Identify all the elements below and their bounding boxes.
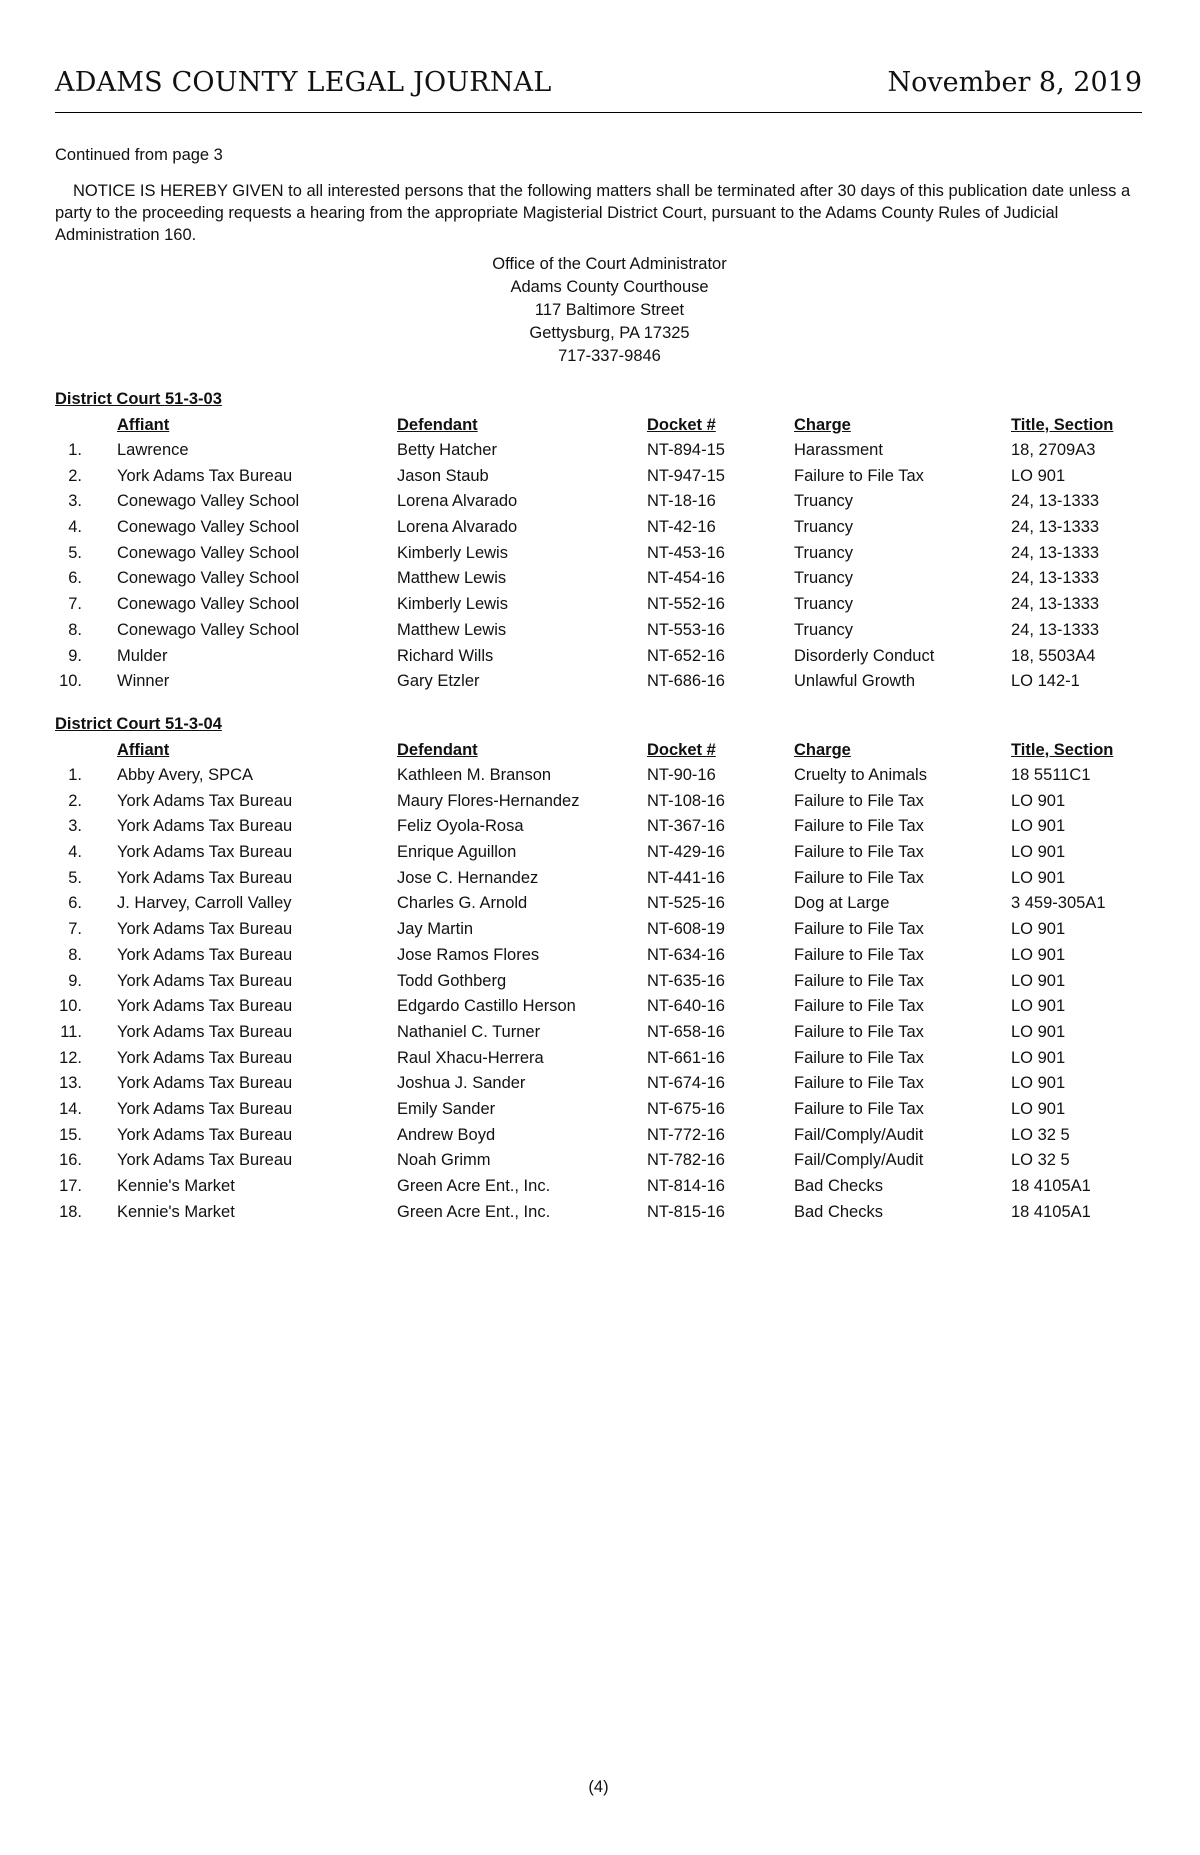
table-body bbox=[55, 438, 1142, 695]
affiant-cell: York Adams Tax Bureau bbox=[117, 817, 293, 836]
defendant-cell: Jose C. Hernandez bbox=[397, 868, 539, 887]
table-row bbox=[55, 917, 1142, 943]
affiant-cell: York Adams Tax Bureau bbox=[117, 1151, 293, 1170]
issue-date: November 8, 2019 bbox=[887, 67, 1142, 98]
title-section-cell: LO 901 bbox=[1011, 466, 1066, 485]
affiant-cell: York Adams Tax Bureau bbox=[117, 1048, 293, 1067]
affiant-cell: York Adams Tax Bureau bbox=[117, 791, 293, 810]
charge-cell: Failure to File Tax bbox=[794, 1048, 924, 1067]
charge-cell: Unlawful Growth bbox=[794, 672, 916, 691]
notice-paragraph: NOTICE IS HEREBY GIVEN to all interested persons that the following matters shall be terminated after 30 days of this publication date unless a party to the proceeding requests a hearing from the appropriate Magisterial District Court, pursuant to the Adams County Rules of Judicial Administration 160. bbox=[55, 182, 1131, 244]
header-charge: Charge bbox=[794, 741, 851, 759]
affiant-cell: Abby Avery, SPCA bbox=[117, 766, 254, 784]
continued-note: Continued from page 3 bbox=[55, 146, 223, 164]
title-section-cell: LO 901 bbox=[1011, 997, 1066, 1016]
docket-cell: NT-525-16 bbox=[647, 894, 725, 913]
docket-cell: NT-674-16 bbox=[647, 1074, 725, 1093]
charge-cell: Fail/Comply/Audit bbox=[794, 1151, 924, 1170]
affiant-cell: Lawrence bbox=[117, 441, 189, 459]
charge-cell: Harassment bbox=[794, 441, 883, 459]
row-number: 7. bbox=[68, 920, 82, 939]
charge-cell: Failure to File Tax bbox=[794, 466, 924, 485]
title-section-cell: 18, 2709A3 bbox=[1011, 441, 1096, 459]
defendant-cell: Gary Etzler bbox=[397, 672, 480, 691]
defendant-cell: Enrique Aguillon bbox=[397, 843, 517, 862]
table-row bbox=[55, 464, 1142, 490]
row-number: 8. bbox=[68, 945, 82, 964]
title-section-cell: 18, 5503A4 bbox=[1011, 646, 1096, 665]
title-section-cell: 18 4105A1 bbox=[1011, 1202, 1091, 1221]
journal-title: ADAMS COUNTY LEGAL JOURNAL bbox=[55, 67, 552, 98]
affiant-cell: Kennie's Market bbox=[117, 1177, 235, 1195]
header-affiant: Affiant bbox=[117, 416, 170, 434]
table-row bbox=[55, 541, 1142, 567]
affiant-cell: Conewago Valley School bbox=[117, 543, 300, 562]
affiant-cell: York Adams Tax Bureau bbox=[117, 1125, 293, 1144]
affiant-cell: York Adams Tax Bureau bbox=[117, 971, 293, 990]
defendant-cell: Kimberly Lewis bbox=[397, 543, 508, 562]
docket-cell: NT-454-16 bbox=[647, 569, 725, 588]
charge-cell: Truancy bbox=[794, 518, 853, 537]
charge-cell: Failure to File Tax bbox=[794, 843, 924, 862]
row-number: 2. bbox=[68, 466, 82, 485]
title-section-cell: LO 32 5 bbox=[1011, 1151, 1070, 1170]
title-section-cell: 24, 13-1333 bbox=[1011, 543, 1100, 562]
charge-cell: Failure to File Tax bbox=[794, 1074, 924, 1093]
table-row bbox=[55, 1148, 1142, 1174]
docket-cell: NT-635-16 bbox=[647, 971, 725, 990]
table-row bbox=[55, 891, 1142, 917]
charge-cell: Failure to File Tax bbox=[794, 945, 924, 964]
row-number: 15. bbox=[59, 1125, 82, 1144]
table-row bbox=[55, 644, 1142, 670]
charge-cell: Truancy bbox=[794, 620, 853, 639]
table-row bbox=[55, 566, 1142, 592]
court-administrator-address bbox=[55, 253, 1164, 368]
affiant-cell: Conewago Valley School bbox=[117, 518, 300, 537]
court-section-51-3-04 bbox=[55, 712, 1142, 1225]
title-section-cell: LO 142-1 bbox=[1011, 672, 1080, 691]
title-section-cell: 24, 13-1333 bbox=[1011, 492, 1100, 511]
defendant-cell: Charles G. Arnold bbox=[397, 894, 528, 913]
table-row bbox=[55, 515, 1142, 541]
table-body bbox=[55, 763, 1142, 1225]
row-number: 1. bbox=[68, 441, 82, 459]
docket-cell: NT-441-16 bbox=[647, 868, 725, 887]
affiant-cell: Winner bbox=[117, 672, 170, 691]
table-row bbox=[55, 1123, 1142, 1149]
defendant-cell: Joshua J. Sander bbox=[397, 1074, 526, 1093]
row-number: 5. bbox=[68, 868, 82, 887]
defendant-cell: Maury Flores-Hernandez bbox=[397, 791, 580, 810]
defendant-cell: Kathleen M. Branson bbox=[397, 766, 552, 784]
table-row bbox=[55, 1071, 1142, 1097]
table-row bbox=[55, 1020, 1142, 1046]
docket-cell: NT-429-16 bbox=[647, 843, 725, 862]
table-row bbox=[55, 789, 1142, 815]
title-section-cell: LO 901 bbox=[1011, 971, 1066, 990]
table-row bbox=[55, 489, 1142, 515]
table-row bbox=[55, 438, 1142, 464]
header-title-section: Title, Section bbox=[1011, 416, 1114, 434]
defendant-cell: Jay Martin bbox=[397, 920, 474, 939]
docket-cell: NT-661-16 bbox=[647, 1048, 725, 1067]
docket-cell: NT-552-16 bbox=[647, 595, 725, 614]
affiant-cell: Conewago Valley School bbox=[117, 569, 300, 588]
row-number: 4. bbox=[68, 518, 82, 537]
row-number: 18. bbox=[59, 1202, 82, 1221]
table-row bbox=[55, 943, 1142, 969]
charge-cell: Dog at Large bbox=[794, 894, 890, 913]
affiant-cell: York Adams Tax Bureau bbox=[117, 868, 293, 887]
affiant-cell: York Adams Tax Bureau bbox=[117, 843, 293, 862]
table-row bbox=[55, 669, 1142, 695]
header-affiant: Affiant bbox=[117, 741, 170, 759]
title-section-cell: LO 901 bbox=[1011, 868, 1066, 887]
title-section-cell: LO 901 bbox=[1011, 1048, 1066, 1067]
title-section-cell: 24, 13-1333 bbox=[1011, 569, 1100, 588]
affiant-cell: Mulder bbox=[117, 646, 168, 665]
docket-cell: NT-658-16 bbox=[647, 1022, 725, 1041]
docket-cell: NT-108-16 bbox=[647, 791, 725, 810]
table-row bbox=[55, 969, 1142, 995]
table-row bbox=[55, 840, 1142, 866]
title-section-cell: 18 4105A1 bbox=[1011, 1177, 1091, 1195]
docket-cell: NT-90-16 bbox=[647, 766, 716, 784]
address-line: Office of the Court Administrator bbox=[492, 255, 727, 273]
title-section-cell: 24, 13-1333 bbox=[1011, 620, 1100, 639]
journal-page bbox=[55, 0, 1142, 1855]
table-header bbox=[55, 412, 1142, 438]
defendant-cell: Kimberly Lewis bbox=[397, 595, 508, 614]
header-docket: Docket # bbox=[647, 741, 716, 759]
charge-cell: Truancy bbox=[794, 569, 853, 588]
row-number: 3. bbox=[68, 817, 82, 836]
title-section-cell: 24, 13-1333 bbox=[1011, 518, 1100, 537]
title-section-cell: LO 901 bbox=[1011, 817, 1066, 836]
address-line: Gettysburg, PA 17325 bbox=[529, 324, 690, 342]
affiant-cell: York Adams Tax Bureau bbox=[117, 945, 293, 964]
title-section-cell: LO 901 bbox=[1011, 843, 1066, 862]
table-row bbox=[55, 1174, 1142, 1200]
title-section-cell: 24, 13-1333 bbox=[1011, 595, 1100, 614]
defendant-cell: Raul Xhacu-Herrera bbox=[397, 1048, 544, 1067]
docket-cell: NT-686-16 bbox=[647, 672, 725, 691]
charge-cell: Failure to File Tax bbox=[794, 997, 924, 1016]
address-line: 717-337-9846 bbox=[558, 347, 661, 365]
header-charge: Charge bbox=[794, 416, 851, 434]
docket-cell: NT-894-15 bbox=[647, 441, 725, 459]
docket-cell: NT-634-16 bbox=[647, 945, 725, 964]
charge-cell: Failure to File Tax bbox=[794, 868, 924, 887]
charge-cell: Truancy bbox=[794, 492, 853, 511]
title-section-cell: LO 901 bbox=[1011, 1074, 1066, 1093]
docket-cell: NT-18-16 bbox=[647, 492, 716, 511]
row-number: 17. bbox=[59, 1177, 82, 1195]
row-number: 14. bbox=[59, 1099, 82, 1118]
defendant-cell: Edgardo Castillo Herson bbox=[397, 997, 576, 1016]
header-defendant: Defendant bbox=[397, 416, 478, 434]
charge-cell: Cruelty to Animals bbox=[794, 766, 927, 784]
docket-cell: NT-553-16 bbox=[647, 620, 725, 639]
defendant-cell: Todd Gothberg bbox=[397, 971, 507, 990]
row-number: 4. bbox=[68, 843, 82, 862]
docket-cell: NT-814-16 bbox=[647, 1177, 725, 1195]
docket-cell: NT-640-16 bbox=[647, 997, 725, 1016]
row-number: 2. bbox=[68, 791, 82, 810]
table-row bbox=[55, 1200, 1142, 1226]
header-defendant: Defendant bbox=[397, 741, 478, 759]
affiant-cell: York Adams Tax Bureau bbox=[117, 1099, 293, 1118]
row-number: 10. bbox=[59, 672, 82, 691]
defendant-cell: Matthew Lewis bbox=[397, 620, 507, 639]
defendant-cell: Betty Hatcher bbox=[397, 441, 497, 459]
charge-cell: Failure to File Tax bbox=[794, 1099, 924, 1118]
court-title: District Court 51-3-03 bbox=[55, 390, 222, 408]
table-row bbox=[55, 763, 1142, 789]
affiant-cell: York Adams Tax Bureau bbox=[117, 997, 293, 1016]
row-number: 9. bbox=[68, 971, 82, 990]
charge-cell: Failure to File Tax bbox=[794, 817, 924, 836]
title-section-cell: LO 32 5 bbox=[1011, 1125, 1070, 1144]
docket-cell: NT-453-16 bbox=[647, 543, 725, 562]
affiant-cell: Conewago Valley School bbox=[117, 492, 300, 511]
table-header bbox=[55, 737, 1142, 763]
table-row bbox=[55, 814, 1142, 840]
defendant-cell: Lorena Alvarado bbox=[397, 518, 518, 537]
defendant-cell: Nathaniel C. Turner bbox=[397, 1022, 541, 1041]
title-section-cell: 18 5511C1 bbox=[1011, 766, 1091, 784]
docket-cell: NT-367-16 bbox=[647, 817, 725, 836]
charge-cell: Failure to File Tax bbox=[794, 791, 924, 810]
row-number: 10. bbox=[59, 997, 82, 1016]
row-number: 13. bbox=[59, 1074, 82, 1093]
table-row bbox=[55, 618, 1142, 644]
affiant-cell: York Adams Tax Bureau bbox=[117, 920, 293, 939]
table-row bbox=[55, 994, 1142, 1020]
docket-cell: NT-782-16 bbox=[647, 1151, 725, 1170]
header-title-section: Title, Section bbox=[1011, 741, 1114, 759]
row-number: 9. bbox=[68, 646, 82, 665]
affiant-cell: York Adams Tax Bureau bbox=[117, 1074, 293, 1093]
address-line: Adams County Courthouse bbox=[510, 278, 709, 296]
defendant-cell: Matthew Lewis bbox=[397, 569, 507, 588]
docket-cell: NT-675-16 bbox=[647, 1099, 725, 1118]
header-docket: Docket # bbox=[647, 416, 716, 434]
affiant-cell: Conewago Valley School bbox=[117, 620, 300, 639]
title-section-cell: LO 901 bbox=[1011, 791, 1066, 810]
defendant-cell: Jose Ramos Flores bbox=[397, 945, 540, 964]
court-section-51-3-03 bbox=[55, 387, 1142, 695]
table-row bbox=[55, 866, 1142, 892]
defendant-cell: Richard Wills bbox=[397, 646, 494, 665]
address-line: 117 Baltimore Street bbox=[534, 301, 685, 319]
affiant-cell: Kennie's Market bbox=[117, 1202, 235, 1221]
charge-cell: Failure to File Tax bbox=[794, 1022, 924, 1041]
affiant-cell: Conewago Valley School bbox=[117, 595, 300, 614]
title-section-cell: LO 901 bbox=[1011, 1099, 1066, 1118]
row-number: 7. bbox=[68, 595, 82, 614]
defendant-cell: Feliz Oyola-Rosa bbox=[397, 817, 524, 836]
docket-cell: NT-772-16 bbox=[647, 1125, 725, 1144]
table-row bbox=[55, 1046, 1142, 1072]
table-row bbox=[55, 1097, 1142, 1123]
affiant-cell: York Adams Tax Bureau bbox=[117, 1022, 293, 1041]
charge-cell: Bad Checks bbox=[794, 1177, 883, 1195]
defendant-cell: Green Acre Ent., Inc. bbox=[397, 1177, 551, 1195]
docket-cell: NT-815-16 bbox=[647, 1202, 725, 1221]
defendant-cell: Green Acre Ent., Inc. bbox=[397, 1202, 551, 1221]
charge-cell: Truancy bbox=[794, 543, 853, 562]
row-number: 12. bbox=[59, 1048, 82, 1067]
court-title: District Court 51-3-04 bbox=[55, 715, 222, 733]
row-number: 3. bbox=[68, 492, 82, 511]
defendant-cell: Noah Grimm bbox=[397, 1151, 491, 1170]
charge-cell: Bad Checks bbox=[794, 1202, 883, 1221]
defendant-cell: Jason Staub bbox=[397, 466, 489, 485]
docket-cell: NT-652-16 bbox=[647, 646, 725, 665]
row-number: 11. bbox=[60, 1022, 82, 1041]
title-section-cell: 3 459-305A1 bbox=[1011, 894, 1106, 913]
charge-cell: Failure to File Tax bbox=[794, 920, 924, 939]
row-number: 5. bbox=[68, 543, 82, 562]
masthead bbox=[55, 67, 1142, 113]
affiant-cell: J. Harvey, Carroll Valley bbox=[117, 894, 292, 913]
defendant-cell: Andrew Boyd bbox=[397, 1125, 496, 1144]
defendant-cell: Emily Sander bbox=[397, 1099, 496, 1118]
defendant-cell: Lorena Alvarado bbox=[397, 492, 518, 511]
charge-cell: Failure to File Tax bbox=[794, 971, 924, 990]
title-section-cell: LO 901 bbox=[1011, 1022, 1066, 1041]
row-number: 6. bbox=[68, 569, 82, 588]
row-number: 8. bbox=[68, 620, 82, 639]
docket-cell: NT-947-15 bbox=[647, 466, 725, 485]
charge-cell: Fail/Comply/Audit bbox=[794, 1125, 924, 1144]
title-section-cell: LO 901 bbox=[1011, 945, 1066, 964]
page-number: (4) bbox=[588, 1778, 609, 1796]
table-row bbox=[55, 592, 1142, 618]
row-number: 16. bbox=[59, 1151, 82, 1170]
charge-cell: Disorderly Conduct bbox=[794, 646, 935, 665]
charge-cell: Truancy bbox=[794, 595, 853, 614]
title-section-cell: LO 901 bbox=[1011, 920, 1066, 939]
affiant-cell: York Adams Tax Bureau bbox=[117, 466, 293, 485]
row-number: 6. bbox=[68, 894, 82, 913]
docket-cell: NT-608-19 bbox=[647, 920, 725, 939]
docket-cell: NT-42-16 bbox=[647, 518, 716, 537]
row-number: 1. bbox=[68, 766, 82, 784]
